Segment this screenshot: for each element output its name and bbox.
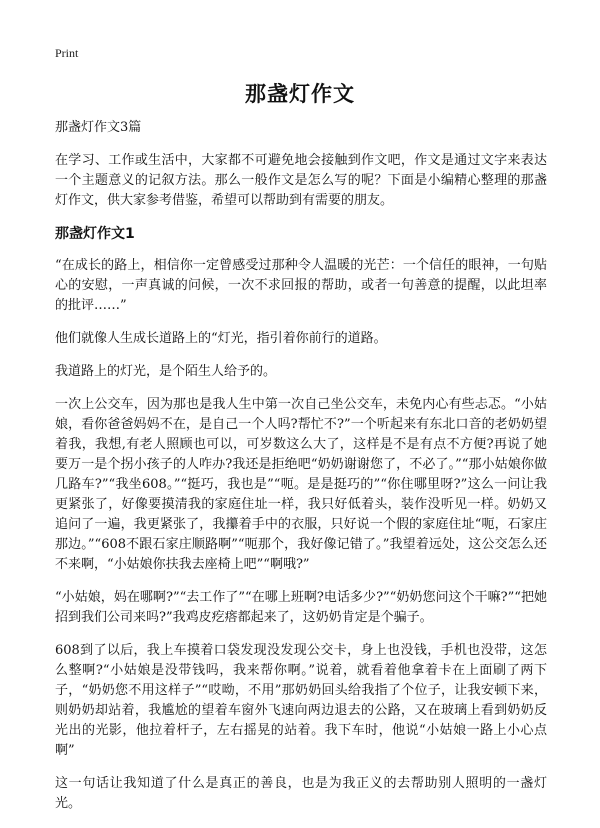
document-content	[55, 118, 547, 827]
body-paragraph: 608到了以后，我上车摸着口袋发现没发现公交卡，身上也没钱，手机也没带，这怎么整啊?“小姑娘是没带钱吗，我来帮你啊。”说着，就看着他拿着卡在上面刷了两下子，“奶奶您不用这样子”“哎呦，不用”那奶奶回头给我指了个位子，让我安顿下来，则奶奶却站着，我尴尬的望着车窗外飞速向两边退去的公路，又在玻璃上看到奶奶反光出的光影，他拉着杆子，左右摇晃的站着。我下车时，他说“小姑娘一路上小心点啊”	[55, 643, 547, 758]
section-heading: 那盏灯作文1	[55, 226, 135, 242]
body-paragraph: 这一句话让我知道了什么是真正的善良，也是为我正义的去帮助别人照明的一盏灯光。	[55, 776, 547, 811]
body-paragraph: 我道路上的灯光，是个陌生人给予的。	[55, 364, 277, 379]
print-label: Print	[55, 46, 79, 60]
intro-paragraph: 在学习、工作或生活中，大家都不可避免地会接触到作文吧，作文是通过文字来表达一个主题意义的记叙方法。那么一般作文是怎么写的呢？下面是小编精心整理的那盏灯作文，供大家参考借鉴，希望可以帮助到有需要的朋友。	[55, 153, 547, 208]
document-title: 那盏灯作文	[245, 82, 355, 106]
body-paragraph: 他们就像人生成长道路上的“灯光，指引着你前行的道路。	[55, 331, 387, 346]
document-subtitle: 那盏灯作文3篇	[55, 120, 142, 135]
body-paragraph: 一次上公交车，因为那也是我人生中第一次自己坐公交车，未免内心有些忐忑。“小姑娘，看你爸爸妈妈不在，是自己一个人吗?帮忙不?”一个听起来有东北口音的老奶奶望着我，我想,有老人照顾也可以，可岁数这么大了，这样是不是有点不方便?再说了她要万一是个拐小孩子的人咋办?我还是拒绝吧“奶奶谢谢您了，不必了。”“那小姑娘你做几路车?”“我坐608。”“挺巧，我也是”“呃。是是挺巧的”“你住哪里呀?”这么一问让我更紧张了，好像要摸清我的家庭住址一样，我只好低着头，装作没听见一样。奶奶又追问了一遍，我更紧张了，我攥着手中的衣服，只好说一个假的家庭住址“呃，石家庄那边。”“608不跟石家庄顺路啊”“呃那个，我好像记错了。”我望着远处，这公交怎么还不来啊，“小姑娘你扶我去座椅上吧”“啊哦?”	[55, 397, 547, 572]
body-paragraph: “小姑娘，妈在哪啊?”“去工作了”“在哪上班啊?电话多少?”“奶奶您问这个干嘛?”“把她招到我们公司来吗?”我鸡皮疙瘩都起来了，这奶奶肯定是个骗子。	[55, 590, 547, 625]
body-paragraph: “在成长的路上，相信你一定曾感受过那种令人温暖的光芒：一个信任的眼神，一句贴心的安慰，一声真诚的问候，一次不求回报的帮助，或者一句善意的提醒，以此坦率的批评……”	[55, 258, 547, 313]
